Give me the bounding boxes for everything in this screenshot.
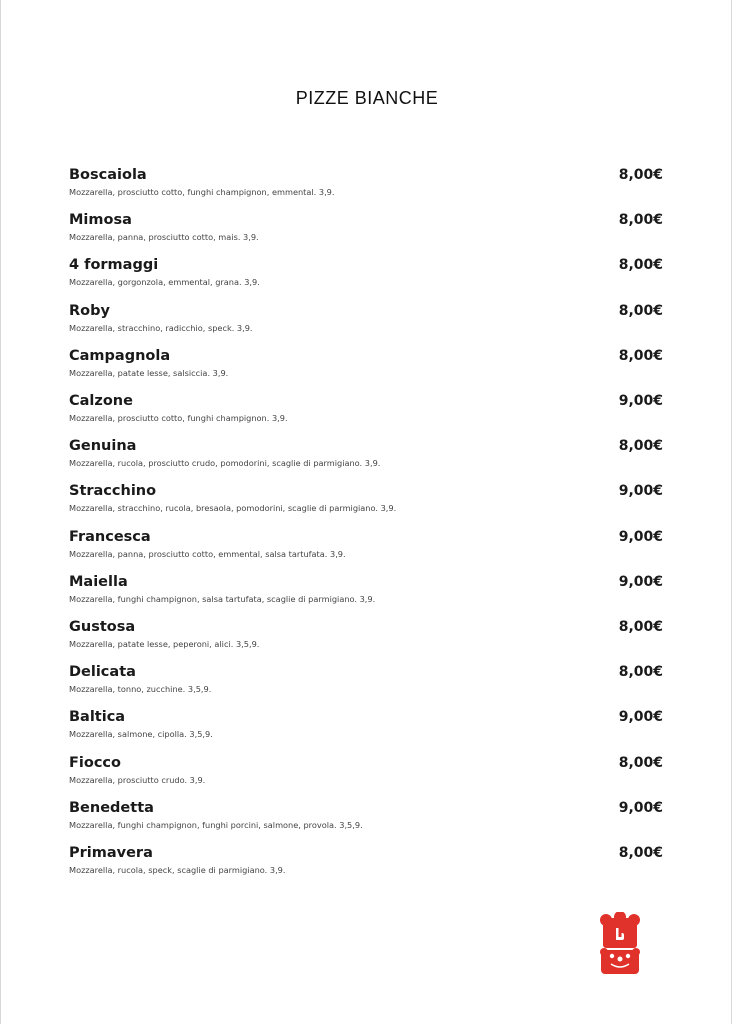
item-name: Fiocco — [69, 754, 121, 771]
item-description: Mozzarella, salmone, cipolla. 3,5,9. — [69, 729, 213, 740]
item-description: Mozzarella, prosciutto crudo. 3,9. — [69, 774, 206, 785]
item-name: Stracchino — [69, 483, 157, 500]
item-description: Mozzarella, stracchino, radicchio, speck. 3,9. — [69, 322, 253, 333]
item-name: Baltica — [69, 709, 126, 726]
item-description: Mozzarella, rucola, speck, scaglie di parmigiano. 3,9. — [69, 865, 286, 875]
menu-item — [69, 393, 663, 441]
item-price: 9,00€ — [618, 799, 663, 816]
menu-item — [69, 212, 663, 260]
item-name: Roby — [69, 302, 110, 319]
page-title: PIZZE BIANCHE — [295, 88, 439, 108]
item-price: 9,00€ — [618, 528, 663, 545]
menu-item — [69, 302, 663, 351]
menu-item — [69, 619, 663, 667]
item-description: Mozzarella, patate lesse, peperoni, alici. 3,5,9. — [69, 639, 260, 649]
item-description: Mozzarella, funghi champignon, funghi porcini, salmone, provola. 3,5,9. — [69, 819, 363, 830]
item-name: Campagnola — [69, 347, 171, 364]
item-name: Francesca — [69, 528, 151, 545]
item-name: Gustosa — [69, 619, 136, 635]
item-price: 9,00€ — [618, 483, 663, 500]
item-price: 8,00€ — [618, 754, 663, 771]
item-price: 8,00€ — [618, 212, 663, 229]
item-description: Mozzarella, panna, prosciutto cotto, mais. 3,9. — [69, 232, 259, 243]
menu-item — [69, 845, 663, 893]
item-price: 8,00€ — [618, 438, 663, 455]
item-price: 8,00€ — [618, 257, 663, 274]
item-description: Mozzarella, stracchino, rucola, bresaola, pomodorini, scaglie di parmigiano. 3,9. — [69, 503, 397, 514]
menu-item — [69, 799, 663, 848]
menu-item — [69, 709, 663, 757]
item-price: 8,00€ — [618, 302, 663, 319]
menu-item — [69, 167, 663, 215]
item-description: Mozzarella, tonno, zucchine. 3,5,9. — [69, 684, 212, 695]
menu-item — [69, 438, 663, 486]
menu-item — [69, 573, 663, 622]
item-name: Boscaiola — [69, 167, 147, 183]
item-description: Mozzarella, patate lesse, salsiccia. 3,9. — [69, 367, 229, 378]
chef-logo-icon — [599, 912, 641, 976]
menu-item — [69, 664, 663, 712]
item-price: 9,00€ — [618, 393, 663, 409]
item-name: Delicata — [69, 664, 136, 681]
item-description: Mozzarella, prosciutto cotto, funghi champignon. 3,9. — [69, 413, 288, 423]
item-price: 8,00€ — [618, 845, 663, 861]
item-price: 9,00€ — [618, 573, 663, 590]
item-description: Mozzarella, rucola, prosciutto crudo, pomodorini, scaglie di parmigiano. 3,9. — [69, 458, 381, 469]
item-description: Mozzarella, prosciutto cotto, funghi champignon, emmental. 3,9. — [69, 187, 335, 197]
item-name: Maiella — [69, 573, 128, 590]
menu-item — [69, 257, 663, 305]
item-name: 4 formaggi — [69, 257, 159, 274]
menu-item — [69, 347, 663, 396]
item-name: Genuina — [69, 438, 137, 455]
item-name: Primavera — [69, 845, 153, 861]
item-price: 8,00€ — [618, 167, 663, 183]
item-name: Mimosa — [69, 212, 132, 229]
menu-item — [69, 754, 663, 803]
menu-item — [69, 483, 663, 531]
item-description: Mozzarella, gorgonzola, emmental, grana. 3,9. — [69, 277, 260, 288]
item-price: 9,00€ — [618, 709, 663, 726]
item-description: Mozzarella, panna, prosciutto cotto, emmental, salsa tartufata. 3,9. — [69, 548, 346, 559]
item-price: 8,00€ — [618, 347, 663, 364]
menu-item — [69, 528, 663, 577]
item-description: Mozzarella, funghi champignon, salsa tartufata, scaglie di parmigiano. 3,9. — [69, 593, 376, 604]
item-price: 8,00€ — [618, 619, 663, 635]
item-name: Benedetta — [69, 799, 154, 816]
item-price: 8,00€ — [618, 664, 663, 681]
item-name: Calzone — [69, 393, 133, 409]
